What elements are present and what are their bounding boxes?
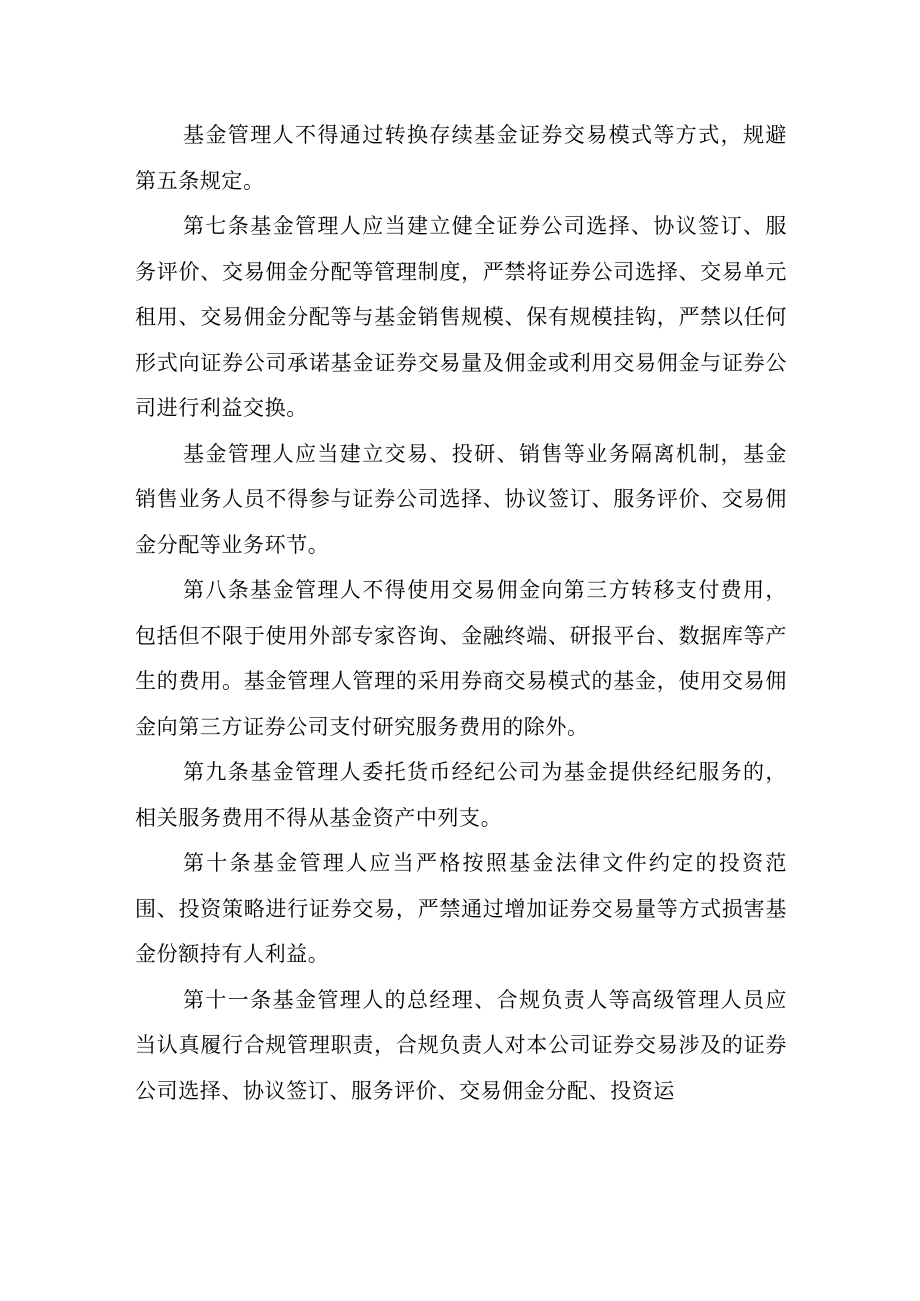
paragraph-5: 第九条基金管理人委托货币经纪公司为基金提供经纪服务的，相关服务费用不得从基金资产中列支。	[135, 760, 787, 830]
paragraph-1: 基金管理人不得通过转换存续基金证券交易模式等方式，规避第五条规定。	[135, 123, 787, 193]
paragraph-2: 第七条基金管理人应当建立健全证券公司选择、协议签订、服务评价、交易佣金分配等管理制度，严禁将证券公司选择、交易单元租用、交易佣金分配等与基金销售规模、保有规模挂钩，严禁以任何形式向证券公司承诺基金证券交易量及佣金或利用交易佣金与证券公司进行利益交换。	[135, 214, 787, 420]
paragraph-3: 基金管理人应当建立交易、投研、销售等业务隔离机制，基金销售业务人员不得参与证券公司选择、协议签订、服务评价、交易佣金分配等业务环节。	[135, 441, 787, 557]
paragraph-6: 第十条基金管理人应当严格按照基金法律文件约定的投资范围、投资策略进行证券交易，严禁通过增加证券交易量等方式损害基金份额持有人利益。	[135, 851, 787, 966]
paragraph-4: 第八条基金管理人不得使用交易佣金向第三方转移支付费用，包括但不限于使用外部专家咨询、金融终端、研报平台、数据库等产生的费用。基金管理人管理的采用券商交易模式的基金，使用交易佣金向第三方证券公司支付研究服务费用的除外。	[135, 578, 787, 739]
document-body	[135, 113, 787, 1114]
paragraph-7: 第十一条基金管理人的总经理、合规负责人等高级管理人员应当认真履行合规管理职责，合规负责人对本公司证券交易涉及的证券公司选择、协议签订、服务评价、交易佣金分配、投资运	[135, 987, 787, 1103]
